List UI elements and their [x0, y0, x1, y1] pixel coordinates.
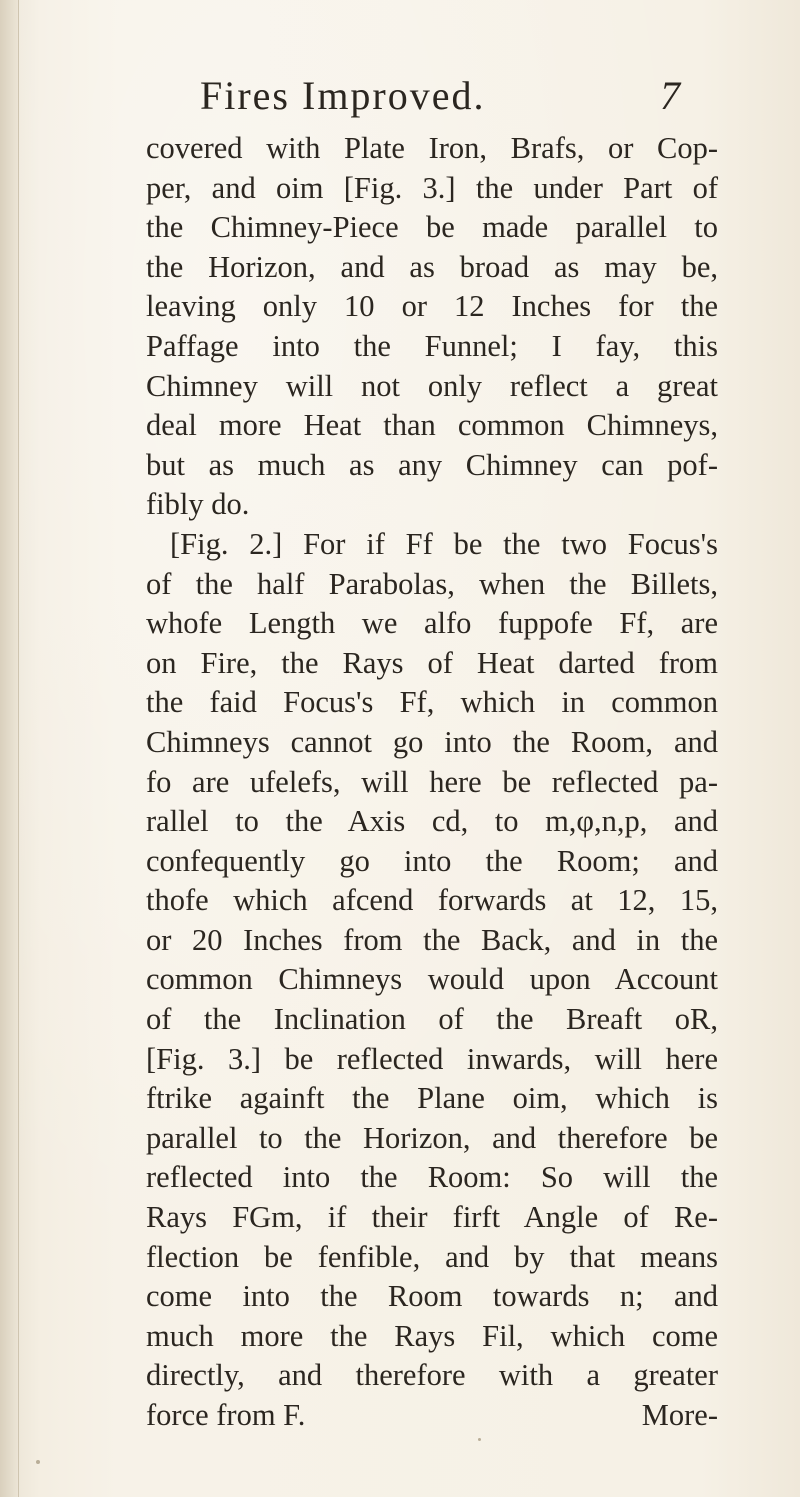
text-line: the Horizon, and as broad as may be,: [146, 249, 718, 284]
text-line: fo are ufelefs, will here be reflected pa-: [146, 764, 718, 799]
text-line: whofe Length we alfo fuppofe Ff, are: [146, 606, 718, 641]
text-line: thofe which afcend forwards at 12, 15,: [146, 883, 718, 918]
text-line: Chimney will not only reflect a great: [146, 368, 718, 403]
page-number: 7: [660, 73, 680, 118]
text-line: the faid Focus's Ff, which in common: [146, 685, 718, 720]
text-line: confequently go into the Room; and: [146, 843, 718, 878]
text-line: the Chimney-Piece be made parallel to: [146, 210, 718, 245]
text-line: of the Inclination of the Breaft oR,: [146, 1002, 718, 1037]
text-line: [Fig. 3.] be reflected inwards, will here: [146, 1041, 718, 1076]
text-line: directly, and therefore with a greater: [146, 1358, 718, 1393]
catchword: More-: [641, 1398, 718, 1432]
text-line: Chimneys cannot go into the Room, and: [146, 724, 718, 759]
paper-speck: [478, 1438, 481, 1441]
text-line: come into the Room towards n; and: [146, 1279, 718, 1314]
running-head: [200, 72, 680, 132]
text-line: force from F.: [146, 1398, 306, 1432]
text-line: much more the Rays Fil, which come: [146, 1318, 718, 1353]
page-gutter: [0, 0, 19, 1497]
text-line: per, and oim [Fig. 3.] the under Part of: [146, 170, 718, 205]
text-line: or 20 Inches from the Back, and in the: [146, 922, 718, 957]
text-line: Paffage into the Funnel; I fay, this: [146, 328, 718, 363]
text-line: [Fig. 2.] For if Ff be the two Focus's: [170, 526, 718, 561]
text-line: on Fire, the Rays of Heat darted from: [146, 645, 718, 680]
text-line: leaving only 10 or 12 Inches for the: [146, 289, 718, 324]
text-line: but as much as any Chimney can pof-: [146, 447, 718, 482]
text-line: deal more Heat than common Chimneys,: [146, 408, 718, 443]
text-line: common Chimneys would upon Account: [146, 962, 718, 997]
text-line: reflected into the Room: So will the: [146, 1160, 718, 1195]
text-line: of the half Parabolas, when the Billets,: [146, 566, 718, 601]
running-head-title: Fires Improved.: [200, 73, 486, 118]
text-line: ftrike againft the Plane oim, which is: [146, 1081, 718, 1116]
text-line: flection be fenfible, and by that means: [146, 1239, 718, 1274]
final-line-row: [146, 1396, 718, 1436]
text-line: Rays FGm, if their firft Angle of Re-: [146, 1200, 718, 1235]
text-line: covered with Plate Iron, Brafs, or Cop-: [146, 131, 718, 165]
text-line: parallel to the Horizon, and therefore be: [146, 1120, 718, 1155]
text-line: fibly do.: [146, 487, 250, 522]
paper-speck: [36, 1460, 40, 1464]
body-text: [146, 129, 718, 1436]
text-line: rallel to the Axis cd, to m,φ,n,p, and: [146, 804, 718, 839]
